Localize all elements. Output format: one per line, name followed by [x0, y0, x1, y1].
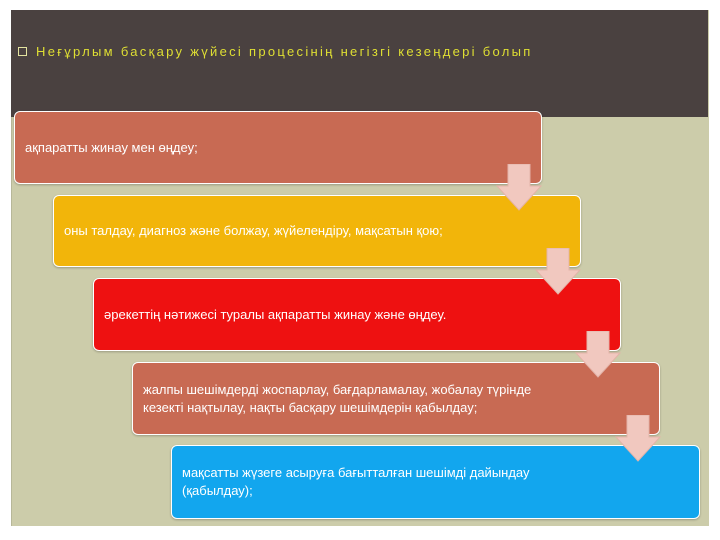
- header-band: [11, 10, 708, 117]
- square-bullet-icon: [18, 47, 27, 56]
- step-text-2: оны талдау, диагноз және болжау, жүйелендіру, мақсатын қою;: [64, 223, 443, 238]
- step-text-5: мақсатты жүзеге асыруға бағытталған шешімді дайындау (қабылдау);: [182, 465, 530, 498]
- down-arrow-icon: [614, 415, 662, 463]
- step-text-4: жалпы шешімдерді жоспарлау, бағдарламалау, жобалау түрінде кезекті нақтылау, нақты басқару шешімдерін қабылдау;: [143, 381, 532, 415]
- down-arrow-icon: [574, 331, 622, 379]
- step-text-3: әрекеттің нәтижесі туралы ақпаратты жинау және өңдеу.: [104, 306, 447, 322]
- step-box-1: [14, 111, 542, 184]
- title-row: [18, 44, 533, 59]
- step-text-1: ақпаратты жинау мен өңдеу;: [25, 139, 198, 155]
- down-arrow-icon: [495, 164, 543, 212]
- down-arrow-icon: [534, 248, 582, 296]
- slide-title: Неғұрлым басқару жүйесі процесінің негізгі кезеңдері болып: [36, 44, 533, 59]
